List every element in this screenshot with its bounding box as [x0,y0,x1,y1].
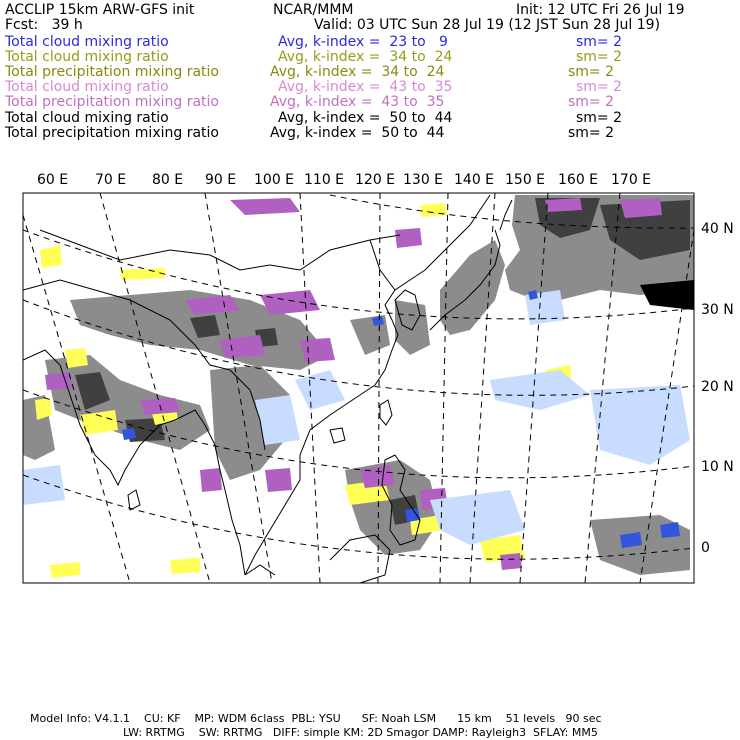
legend-avg: Avg, k-index = 34 to 24 [278,49,453,65]
legend-avg: Avg, k-index = 50 to 44 [270,125,445,141]
cloud-patch-yellow [420,203,447,217]
legend-field: Total precipitation mixing ratio [5,125,219,141]
lon-label: 100 E [254,172,295,188]
lat-label: 0 [701,540,710,556]
lon-label: 160 E [558,172,599,188]
lon-label: 60 E [37,172,69,188]
lon-label: 110 E [304,172,345,188]
valid-time: Valid: 03 UTC Sun 28 Jul 19 (12 JST Sun 28 Jul 19) [314,17,661,33]
cloud-patch-blue [405,508,420,522]
legend-avg: Avg, k-index = 43 to 35 [270,94,445,110]
lon-label: 130 E [403,172,444,188]
legend-sm: sm= 2 [568,94,615,110]
cloud-patch-blue [122,428,136,440]
cloud-patch-lightblue [23,465,65,505]
legend-sm: sm= 2 [576,49,623,65]
legend-field: Total precipitation mixing ratio [5,64,219,80]
forecast-hour: Fcst: 39 h [5,17,83,33]
cloud-patch-purple [620,198,662,218]
cloud-patch-purple [265,468,292,492]
legend-avg: Avg, k-index = 34 to 24 [270,64,445,80]
cloud-patch-yellow [170,558,200,574]
title-center: NCAR/MMM [273,2,354,18]
lon-label: 150 E [505,172,546,188]
legend-field: Total cloud mixing ratio [5,49,169,65]
lon-label: 80 E [152,172,184,188]
legend-field: Total cloud mixing ratio [5,79,169,95]
lon-label: 120 E [355,172,396,188]
legend-sm: sm= 2 [576,110,623,126]
legend-avg: Avg, k-index = 23 to 9 [278,34,448,50]
legend-sm: sm= 2 [576,34,623,50]
lat-label: 40 N [701,221,734,237]
legend-avg: Avg, k-index = 50 to 44 [278,110,453,126]
cloud-patch-purple [395,228,422,248]
legend-avg: Avg, k-index = 43 to 35 [278,79,453,95]
model-info-line2: LW: RRTMG SW: RRTMG DIFF: simple KM: 2D Smagor DAMP: Rayleigh3 SFLAY: MM5 [123,726,598,739]
cloud-patch-purple [200,468,222,492]
cloud-patch-purple [500,553,522,570]
model-info-line1: Model Info: V4.1.1 CU: KF MP: WDM 6class PBL: YSU SF: Noah LSM 15 km 51 levels 90 sec [30,712,602,725]
legend-field: Total cloud mixing ratio [5,110,169,126]
cloud-patch-yellow [120,268,165,280]
lat-label: 10 N [701,459,734,475]
legend-field: Total cloud mixing ratio [5,34,169,50]
legend-sm: sm= 2 [568,64,615,80]
lat-label: 20 N [701,379,734,395]
legend-sm: sm= 2 [568,125,615,141]
lat-label: 30 N [701,302,734,318]
lon-label: 70 E [95,172,127,188]
legend-sm: sm= 2 [576,79,623,95]
lon-label: 140 E [454,172,495,188]
legend-field: Total precipitation mixing ratio [5,94,219,110]
init-time: Init: 12 UTC Fri 26 Jul 19 [516,2,685,18]
cloud-patch-purple [300,338,335,362]
lon-label: 90 E [205,172,237,188]
cloud-patch-yellow [65,348,88,368]
title-left: ACCLIP 15km ARW-GFS init [5,2,195,18]
lon-label: 170 E [611,172,652,188]
cloud-patch-purple [545,198,582,212]
